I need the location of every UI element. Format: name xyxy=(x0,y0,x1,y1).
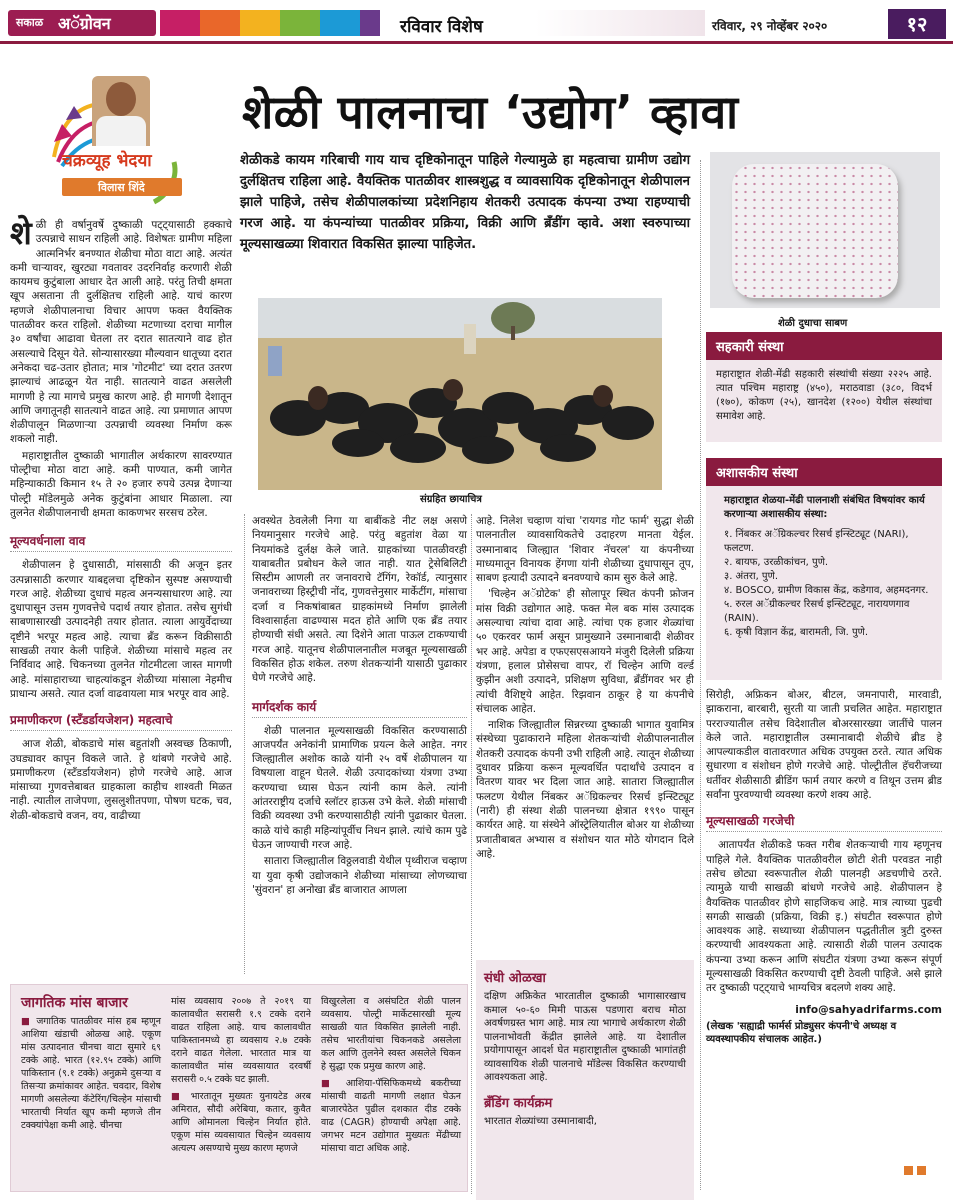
author-photo xyxy=(92,76,150,146)
meat-bullet: विखुरलेला व असंघटित शेळी पालन व्यवसाय. पोल्ट्री मार्केटसारखी मूल्य साखळी यात विकसित झालेली नाही. तसेच भारतीयांचा चिकनकडे असलेला कल आणि तुलनेने स्वस्त असलेले चिकन हे सुद्धा एक प्रमुख कारण आहे. ■ आशिया-पॅसिफिकमध्ये बकरीच्या मांसाची वाढती मागणी लक्षात घेऊन बाजारपेठेत पुढील दशकात दीड टक्के वाढ (CAGR) होण्याची अपेक्षा आहे. जगभर मटन उद्योगात मुख्यतः मेंढीच्या मांसाचा वाटा अधिक आहे. xyxy=(321,996,461,1154)
opportunity-box xyxy=(476,960,694,1200)
section-label: रविवार विशेष xyxy=(400,17,483,37)
author-name: विलास शिंदे xyxy=(98,181,145,194)
list-item: ३. अंतरा, पुणे. xyxy=(724,571,779,582)
column-name: चक्रव्यूह भेदया xyxy=(62,151,152,171)
column-4 xyxy=(706,688,942,1046)
subheading: ब्रँडिंग कार्यक्रम xyxy=(484,1095,553,1111)
paragraph: आहे. निलेश चव्हाण यांचा 'रायगड गोट फार्म' सुद्धा शेळी पालनातील व्यावसायिकतेचे उदाहरण मानता येईल. उस्मानाबाद जिल्ह्यात 'शिवार नॅचरल' या कंपनीच्या माध्यमातून विनायक हेंगणा यांनी शेळीच्या दुधापासून तूप, साबण इत्यादी उत्पादने बनवण्याचे काम सुरु केले आहे. xyxy=(476,515,694,585)
author-email[interactable]: info@sahyadrifarms.com xyxy=(795,1003,942,1016)
subheading: मूल्यवर्धनाला वाव xyxy=(10,532,232,552)
subheading: संधी ओळखा xyxy=(484,971,546,986)
subheading: मूल्यसाखळी गरजेची xyxy=(706,812,942,832)
paragraph: शेळीपालन हे दुधासाठी, मांससाठी की अजून इतर उत्पन्नासाठी करणार याबद्दलचा दृष्टिकोन सुस्पष्ट असण्याची गरज आहे. शेळीच्या दुधाचं महत्व अनन्यसाधारण आहे. त्या दुधापासून उत्तम गुणवत्तेचे पदार्थ तयार होतात. तसेच सुगंधी साबणासारखी उत्पादनेही तयार होतात. त्याला आयुर्वेदाच्या दृष्टीने भरपूर महत्व आहे. त्याचा ब्रँड करून विक्रीसाठी साखळी तयार केली पाहिजे. शेळीच्या मांसाचे महत्व तर निर्विवाद आहे. चिकनच्या तुलनेत गोटमीटला जास्त मागणी आहे. मांसाहाराच्या चाहत्यांकडून शेळीच्या मांसाला नेहमीच प्राधान्य असते. त्यात दर्जा वाढवायला मात्र भरपूर वाव आहे. xyxy=(10,559,232,700)
page-header xyxy=(0,0,953,44)
coop-heading: सहकारी संस्था xyxy=(706,332,942,360)
drop-cap: शे xyxy=(10,214,32,252)
color-strip xyxy=(200,10,240,36)
color-strip xyxy=(535,10,705,36)
subheading: प्रमाणीकरण (स्टँडर्डायजेशन) महत्वाचे xyxy=(10,711,232,731)
column-1 xyxy=(10,214,232,823)
end-marker-icon xyxy=(904,1166,913,1175)
color-strip xyxy=(320,10,360,36)
color-strip xyxy=(160,10,200,36)
color-strip xyxy=(240,10,280,36)
list-item: २. बायफ, उरळीकांचन, पुणे. xyxy=(724,557,829,568)
paragraph: भारतात शेळ्यांच्या उस्मानाबादी, xyxy=(484,1115,597,1127)
paragraph: 'चिल्हेन अॅग्रोटेक' ही सोलापूर स्थित कंपनी फ्रोजन मांस विक्री उद्योगात आहे. फक्त मेल बक मांस उत्पादक असल्याचा त्यांचा दावा आहे. त्यांचा एक हजार शेळ्यांचा ५० एकरवर फार्म असून प्रामुख्याने उस्मानाबादी शेळीवर भर आहे. अपेडा व एफएसएसआयने मंजुरी दिलेली प्रक्रिया यंत्रणा, हलाल प्रोसेसचा वापर, रॉ चिल्हेन आणि वर्ल्ड कुझीन अशी उत्पादने, प्रशिक्षण सुविधा, ब्रँडींगवर भर ही त्यांची वैशिष्ट्ये आहेत. रिझवान ठाकूर हे या कंपनीचे संचालक आहेत. xyxy=(476,588,694,715)
ngo-lead: महाराष्ट्रात शेळया-मेंढी पालनाशी संबंधित विषयांवर कार्य करणाऱ्या अशासकीय संस्था: xyxy=(724,495,925,520)
meat-bullet: मांस व्यवसाय २००७ ते २०१९ या कालावधीत सरासरी १.९ टक्के दराने वाढत राहिला आहे. याच कालावधीत पाकिस्तानमध्ये हा व्यवसाय २.७ टक्के दराने वाढत गेलेला. भारतात मात्र या कालावधीत मांस व्यवसायात दरवर्षी सरासरी ०.५ टक्के घट झाली. ■ भारतातून मुख्यतः युनायटेड अरब अमिरात, सौदी अरेबिया, कतार, कुवैत आणि ओमानला चिल्हेन निर्यात होते. एकूण मांस व्यवसायात चिल्हेन व्यवसाय अत्यल्प असण्याचे मुख्य कारण म्हणजे xyxy=(171,996,311,1154)
paragraph: शेळी ही वर्षानुवर्षे दुष्काळी पट्ट्यासाठी हक्काचे उत्पन्नाचे साधन राहिली आहे. विशेषतः ग्रामीण महिला आत्मनिर्भर बनण्यात शेळीचा मोठा वाटा आहे. अत्यंत कमी चाऱ्यावर, खुरट्या गवतावर उदरनिर्वाह करणारी शेळी कायमच कुटुंबाला आधार देत आली आहे. परंतु तिची क्षमता खूप असताना ती दुर्लक्षितच राहिली आहे. याचं कारण म्हणजे शेळीपालनाचा विचार आपण फक्त वैयक्तिक पातळीवर करत राहिलो. शेळीच्या मटणाच्या दराचा मागील ३० वर्षांचा आढावा घेतला तर दरात सातत्याने वाढ होत असल्याचे दिसून येते. सोन्यासारख्या मौल्यवान धातूच्या दरात अनेकदा चढ-उतार होतात; मात्र 'गोटमीट' च्या दरात उतरण झाल्याचं आढळून येत नाही. सातत्याने वाढत असलेली मागणी हे त्या मागचे प्रमुख कारण आहे. ही मागणी देशातून आणि जगातूनही सातत्याने वाढत आहे. त्या प्रमाणात आपण शेळीपालून मिळणाऱ्या उत्पन्नाची व्यवस्था निर्माण करू शकलो नाही. xyxy=(10,214,232,446)
masthead-prefix: सकाळ xyxy=(16,16,44,29)
list-item: ४. BOSCO, ग्रामीण विकास केंद्र, कडेगाव, अहमदनगर. xyxy=(724,585,929,596)
soap-photo xyxy=(710,152,940,308)
paragraph: आज शेळी, बोकडाचे मांस बहुतांशी अस्वच्छ ठिकाणी, उघड्यावर कापून विकले जाते. हे थांबणे गरजेचे आहे. प्रमाणीकरण (स्टँडर्डायजेशन) होणे गरजेचे आहे. आज मांसाच्या गुणवत्तेबाबत ग्राहकाला काहीच शाश्वती मिळत नाही. त्यातील ताजेपणा, लुसलुशीतपणा, पोषण घटक, चव, शेळी-बोकडाचे वजन, वय, वाढीच्या xyxy=(10,738,232,822)
coop-text: महाराष्ट्रात शेळी-मेंढी सहकारी संस्थांची संख्या २२२५ आहे. त्यात पश्चिम महाराष्ट्र (४५०), मराठवाडा (३८०, विदर्भ (१७०), कोकण (२५), खानदेश (१२००) येथील संस्थांचा समावेश आहे. xyxy=(716,369,932,422)
soap-caption: शेळी दुधाचा साबण xyxy=(778,318,848,329)
photo-caption: संग्रहित छायाचित्र xyxy=(420,494,482,505)
column-divider xyxy=(700,160,701,1190)
column-divider xyxy=(471,514,472,1194)
meat-market-heading: जागतिक मांस बाजार xyxy=(21,995,128,1011)
meat-bullet: ■ जगातिक पातळीवर मांस हब म्हणून आशिया खंडाची ओळख आहे. एकूण मांस उत्पादनात चीनचा वाटा सुमारे ६९ टक्के आहे. भारत (१२.९५ टक्के) आणि पाकिस्तान (९.१ टक्के) अनुक्रमे दुसऱ्या व तिसऱ्या क्रमांकावर आहेत. चवदार, विशेष मागणी असलेल्या कॅटेरिंग/चिल्हेन मांसाची भारताची निर्यात खूप कमी म्हणजे तीन टक्क्यांपेक्षा कमी आहे. चीनचा xyxy=(21,1016,161,1131)
column-3 xyxy=(476,514,694,861)
ngo-box xyxy=(706,458,942,680)
subheading: मार्गदर्शक कार्य xyxy=(252,698,467,718)
ngo-heading: अशासकीय संस्था xyxy=(706,458,942,486)
paragraph: अवस्थेत ठेवलेली निगा या बाबींकडे नीट लक्ष असणे नियमानुसार गरजेचे आहे. परंतु बहुतांश वेळा या नियमांकडे दुर्लक्ष केले जाते. ग्राहकांच्या पातळीवरही याबाबतीत प्रबोधन केले जात नाही. यात ट्रेसेबिलिटी सिस्टीम आणली तर जनावराचे टॅगिंग, रेकॉर्ड, त्यानुसार जनावराच्या हिस्ट्रीची नोंद, गुणवत्तेनुसार मार्केटींग, मांसाचा दर्जा व निकषांबाबत ग्राहकांमध्ये निर्माण झालेली विश्वासार्हता वाढण्यास मदत होते आणि एक ब्रँड तयार होण्याची संधी असते. त्या दिशेने आता पाऊल टाकण्याची गरज आहे. यातूनच शेळीपालनातील मजबूत मूल्यसाखळी विकसित होऊ शकेल. तरुण शेतकऱ्यांनी यासाठी पुढाकार घेणे गरजेचे आहे. xyxy=(252,515,467,685)
list-item: ५. रुरल अॅग्रीकल्चर रिसर्च इन्स्टिट्यूट, नारायणगाव (RAIN). xyxy=(724,599,910,624)
author-footnote: (लेखक 'सह्याद्री फार्मर्स प्रोड्युसर कंपनी'चे अध्यक्ष व व्यवस्थापकीय संचालक आहेत.) xyxy=(706,1020,897,1045)
coop-box xyxy=(706,332,942,442)
meat-market-box xyxy=(10,984,468,1192)
goat-herd-photo xyxy=(258,298,662,490)
article-title: शेळी पालनाचा ‘उद्योग’ व्हावा xyxy=(242,85,739,139)
paragraph: शेळी पालनात मूल्यसाखळी विकसित करण्यासाठी आजपर्यंत अनेकांनी प्रामाणिक प्रयत्न केले आहेत. नगर जिल्ह्यातील अशोक काळे यांनी २५ वर्षे शेळीपालन या विषयाला वाहून घेतले. शेळी उत्पादकांच्या यंत्रणा उभ्या करण्याचा ध्यास घेऊन त्यांनी काम केले. त्यांनी आंतरराष्ट्रीय दर्जाचे स्लॉटर हाऊस उभे केले. शेळी मांसाची विक्री व्यवस्था उभी करण्यासाठीही त्यांनी पुढाकार घेतला. काळे यांचे काही महिन्यांपूर्वीच निधन झाले. त्यांचे काम पुढे घेऊन जाण्याची गरज आहे. xyxy=(252,724,467,851)
column-divider xyxy=(244,514,245,974)
masthead-name: अॅग्रोवन xyxy=(58,14,111,33)
list-item: १. निंबकर अॅग्रिकल्चर रिसर्च इन्स्टिट्यूट (NARI), फलटण. xyxy=(724,529,909,554)
column-2 xyxy=(252,514,467,897)
article-intro: शेळीकडे कायम गरिबाची गाय याच दृष्टिकोनातून पाहिले गेल्यामुळे हा महत्वाचा ग्रामीण उद्योग दुर्लक्षितच राहिला आहे. वैयक्तिक पातळीवर शास्त्रशुद्ध व व्यावसायिक दृष्टिकोनातून शेळीपालन झाले पाहिजे, तसेच शेळीपालकांच्या प्रदेशनिहाय शेतकरी उत्पादक कंपन्या उभ्या राहण्याची गरज आहे. या कंपन्यांच्या पातळीवर प्रक्रिया, विक्री आणि ब्रँडींग व्हावे. अशा स्वरुपाच्या मूल्यसाखळ्या शिवारात विकसित झाल्या पाहिजेत. xyxy=(240,153,690,252)
paragraph: नाशिक जिल्ह्यातील सिन्नरच्या दुष्काळी भागात युवामित्र संस्थेच्या पुढाकाराने महिला शेतकऱ्यांची शेळीपालनातील शेतकरी उत्पादक कंपनी उभी राहिली आहे. त्यातून शेळीच्या दुधावर प्रक्रिया करून मूल्यवर्धित पदार्थांचे उत्पादन व वितरण यावर भर दिला जात आहे. सातारा जिल्ह्यातील फलटण येथील निंबकर अॅग्रिकल्चर रिसर्च इन्स्टिट्यूट (नारी) ही संस्था शेळी पालनच्या क्षेत्रात १९९० पासून कार्यरत आहे. या संस्थेने ऑस्ट्रेलियातील बोअर या शेळीच्या प्रजातीबाबत अभ्यास व संशोधन यात मोठे योगदान दिले आहे. xyxy=(476,719,694,860)
paragraph: सातारा जिल्ह्यातील विठ्ठलवाडी येथील पृथ्वीराज चव्हाण या युवा कृषी उद्योजकाने शेळीच्या मांसाच्या लोणच्याचा 'सुंवरान' हा अनोखा ब्रँड बाजारात आणला xyxy=(252,855,467,896)
color-strip xyxy=(280,10,320,36)
paragraph: महाराष्ट्रातील दुष्काळी भागातील अर्थकारण सावरण्यात पोल्ट्रीचा मोठा वाटा आहे. कमी पाण्यात, कमी जागेत महिन्याकाठी किमान १५ ते २० हजार रुपये उत्पन्न देणाऱ्या पोल्ट्री मॉडेलमुळे अनेक कुटुंबांना आधार मिळाला. त्या तुलनेत शेळीपालनाची क्षमता काकणभर सरसच ठरेल. xyxy=(10,449,232,519)
paragraph: दक्षिण अफ्रिकेत भारतातील दुष्काळी भागासारखाच कमाल ५०-६० मिमी पाऊस पडणारा बराच मोठा अवर्षणग्रस्त भाग आहे. मात्र त्या भागाचे अर्थकारण शेळी पालनाभोवती केंद्रीत झालेले आहे. या देशातील प्रयोगापासून आदर्श घेत महाराष्ट्रातील दुष्काळी भागांतही व्यावसायिक शेळी पालनाचे मॉडेल्स विकसित करण्याची आवश्यकता आहे. xyxy=(484,991,686,1083)
end-marker-icon xyxy=(917,1166,926,1175)
page-number: १२ xyxy=(888,9,946,39)
color-strip xyxy=(360,10,380,36)
paragraph: सिरोही, अफ्रिकन बोअर, बीटल, जमनापारी, मारवाडी, झाकराना, बारबारी, सुरती या जाती प्रचलित आहेत. महाराष्ट्रात परराज्यातील तसेच विदेशातील बोअरसारख्या जातींचे पालन केले जाते. महाराष्ट्रातील उस्मानाबादी शेळीचे ब्रीड हे आपल्याकडील वातावरणात अधिक उपयुक्त ठरते. त्यात अधिक सुधारणा व संशोधन होणे गरजेचे आहे. पोल्ट्रीतील हॅचरीजच्या धर्तीवर शेळीसाठी ब्रीडिंग फार्म तयार करणे व तिथून उत्तम ब्रीड सर्वांना पुरवण्याची व्यवस्था करणे शक्य आहे. xyxy=(706,689,942,802)
issue-date: रविवार, २९ नोव्हेंबर २०२० xyxy=(712,19,828,33)
ngo-list xyxy=(706,526,942,640)
paragraph: आतापर्यंत शेळीकडे फक्त गरीब शेतकऱ्याची गाय म्हणूनच पाहिले गेले. वैयक्तिक पातळीवरील छोटी शेती परवडत नाही तसेच छोट्या स्वरूपातील शेळी पालनही अडचणीचे ठरते. त्यामुळे याची साखळी बांधणे गरजेचे आहे. शेळीपालन हे वैयक्तिक पातळीवर होणे साहजिकच आहे. मात्र त्याच्या पुढची सगळी साखळी (प्रक्रिया, विक्री इ.) संघटीत स्वरूपात होणे आवश्यक आहे. सध्याच्या शेळीपालन पद्धतीतील त्रुटी दुरुस्त करण्याची आवश्यकता आहे. त्यासाठी शेळी पालन उत्पादक कंपन्या उभ्या करून आणि संघटीत यंत्रणा उभ्या करून संपूर्ण मूल्यसाखळी विकसित करण्याची दृष्टी ठेवली पाहिजे. असे झाले तर दुष्काळी पट्ट्याचे भाग्यचित्र बदलणे शक्य आहे. xyxy=(706,839,942,995)
list-item: ६. कृषी विज्ञान केंद्र, बारामती, जि. पुणे. xyxy=(724,627,869,638)
